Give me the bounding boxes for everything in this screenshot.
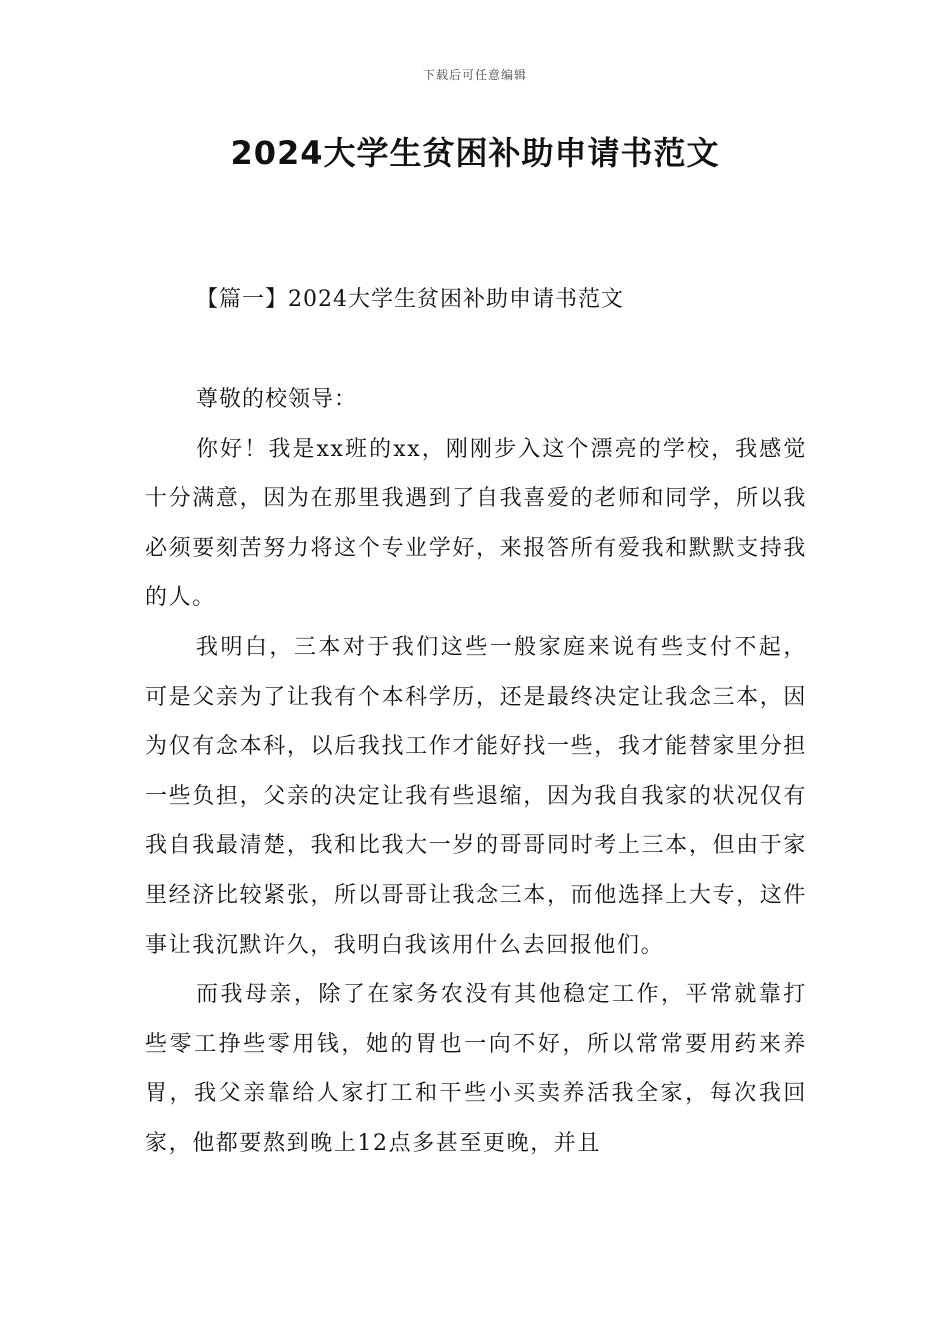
salutation: 尊敬的校领导： xyxy=(196,387,358,412)
header-note: 下载后可任意编辑 xyxy=(422,68,527,82)
document-title: 2024大学生贫困补助申请书范文 xyxy=(230,134,720,172)
paragraph: 而我母亲，除了在家务农没有其他稳定工作，平常就靠打些零工挣些零用钱，她的胃也一向不好，所以常常要用药来养胃，我父亲靠给人家打工和干些小买卖养活我全家，每次我回家，他都要熬到晚上12点多甚至更晚，并且 xyxy=(145,982,807,1156)
paragraph: 你好！我是xx班的xx，刚刚步入这个漂亮的学校，我感觉十分满意，因为在那里我遇到了自我喜爱的老师和同学，所以我必须要刻苦努力将这个专业学好，来报答所有爱我和默默支持我的人。 xyxy=(145,436,807,611)
body-text xyxy=(145,375,807,1169)
paragraph: 我明白，三本对于我们这些一般家庭来说有些支付不起，可是父亲为了让我有个本科学历，还是最终决定让我念三本，因为仅有念本科，以后我找工作才能好找一些，我才能替家里分担一些负担，父亲的决定让我有些退缩，因为我自我家的状况仅有我自我最清楚，我和比我大一岁的哥哥同时考上三本，但由于家里经济比较紧张，所以哥哥让我念三本，而他选择上大专，这件事让我沉默许久，我明白我该用什么去回报他们。 xyxy=(145,634,807,958)
section-heading: 【篇一】2024大学生贫困补助申请书范文 xyxy=(196,287,624,312)
